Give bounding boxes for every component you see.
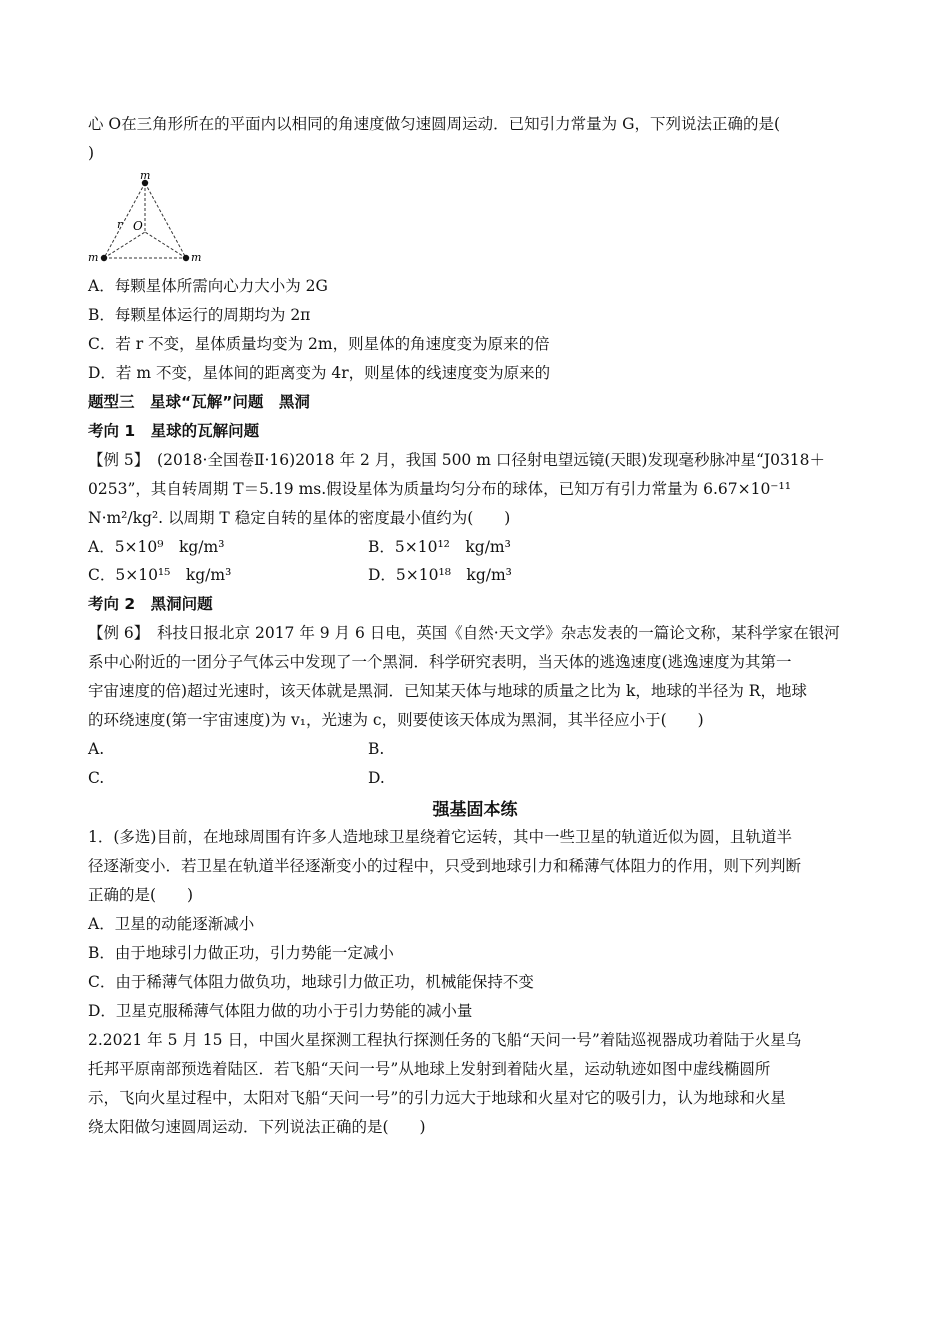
example6-line-4: 的环绕速度(第一宇宙速度)为 v₁，光速为 c，则要使该天体成为黑洞，其半径应小于( ) bbox=[88, 711, 704, 729]
question2-line-4: 绕太阳做匀速圆周运动．下列说法正确的是( ) bbox=[88, 1118, 426, 1136]
example6-line-3: 宇宙速度的倍)超过光速时，该天体就是黑洞．已知某天体与地球的质量之比为 k，地球的半径为 R，地球 bbox=[88, 682, 807, 700]
question2-line-2: 托邦平原南部预选着陆区．若飞船“天问一号”从地球上发射到着陆火星，运动轨迹如图中虚线椭圆所 bbox=[88, 1060, 771, 1078]
question1-option-c: C．由于稀薄气体阻力做负功，地球引力做正功，机械能保持不变 bbox=[88, 973, 534, 991]
triangle-edge-right bbox=[145, 183, 186, 258]
example6-line-2: 系中心附近的一团分子气体云中发现了一个黑洞．科学研究表明，当天体的逃逸速度(逃逸速度为其第一 bbox=[88, 653, 792, 671]
intro-line-1: 心 O在三角形所在的平面内以相同的角速度做匀速圆周运动．已知引力常量为 G，下列说法正确的是( bbox=[88, 115, 780, 133]
star-right bbox=[183, 255, 189, 261]
label-o: O bbox=[133, 219, 143, 233]
question1-option-d: D．卫星克服稀薄气体阻力做的功小于引力势能的减小量 bbox=[88, 1002, 473, 1020]
example5-option-a: A．5×10⁹ kg/m³ bbox=[88, 538, 225, 556]
label-left-m: m bbox=[88, 251, 99, 264]
q4-option-b: B．每颗星体运行的周期均为 2π bbox=[88, 306, 311, 324]
example5-line-2: 0253”，其自转周期 T＝5.19 ms.假设星体为质量均匀分布的球体，已知万有引力常量为 6.67×10⁻¹¹ bbox=[88, 480, 791, 498]
q4-option-d: D．若 m 不变，星体间的距离变为 4r，则星体的线速度变为原来的 bbox=[88, 364, 551, 382]
example5-option-b: B．5×10¹² kg/m³ bbox=[368, 538, 511, 556]
direction-1-title: 考向 1 星球的瓦解问题 bbox=[88, 422, 260, 440]
example6-line-1: 【例 6】 科技日报北京 2017 年 9 月 6 日电，英国《自然·天文学》杂志发表的一篇论文称，某科学家在银河 bbox=[88, 624, 840, 642]
question1-line-1: 1．(多选)目前，在地球周围有许多人造地球卫星绕着它运转，其中一些卫星的轨道近似为圆，且轨道半 bbox=[88, 828, 792, 846]
example5-line-3: N·m²/kg². 以周期 T 稳定自转的星体的密度最小值约为( ) bbox=[88, 509, 511, 527]
question1-option-a: A．卫星的动能逐渐减小 bbox=[88, 915, 255, 933]
section-title-3: 题型三 星球“瓦解”问题 黑洞 bbox=[88, 393, 310, 411]
label-top-m: m bbox=[140, 169, 151, 182]
direction-2-title: 考向 2 黑洞问题 bbox=[88, 595, 213, 613]
example5-option-c: C．5×10¹⁵ kg/m³ bbox=[88, 566, 232, 584]
question1-option-b: B．由于地球引力做正功，引力势能一定减小 bbox=[88, 944, 394, 962]
star-left bbox=[101, 255, 107, 261]
label-right-m: m bbox=[191, 251, 202, 264]
radius-line-left bbox=[104, 232, 145, 258]
practice-section-title: 强基固本练 bbox=[432, 800, 518, 820]
q4-option-a: A．每颗星体所需向心力大小为 2G bbox=[88, 277, 328, 295]
example5-line-1: 【例 5】 (2018·全国卷Ⅱ·16)2018 年 2 月，我国 500 m 口径射电望远镜(天眼)发现毫秒脉冲星“J0318＋ bbox=[88, 451, 826, 469]
example6-option-a: A. bbox=[88, 740, 105, 758]
label-r: r bbox=[117, 218, 123, 231]
example6-option-d: D. bbox=[368, 769, 385, 787]
example5-option-d: D．5×10¹⁸ kg/m³ bbox=[368, 566, 512, 584]
question2-line-1: 2.2021 年 5 月 15 日，中国火星探测工程执行探测任务的飞船“天问一号”着陆巡视器成功着陆于火星乌 bbox=[88, 1031, 802, 1049]
radius-line-right bbox=[145, 232, 186, 258]
example6-option-b: B. bbox=[368, 740, 385, 758]
example6-option-c: C. bbox=[88, 769, 105, 787]
three-star-triangle-figure bbox=[88, 168, 228, 272]
question1-line-3: 正确的是( ) bbox=[88, 886, 194, 904]
intro-line-2: ) bbox=[88, 144, 95, 162]
q4-option-c: C．若 r 不变，星体质量均变为 2m，则星体的角速度变为原来的倍 bbox=[88, 335, 550, 353]
question1-line-2: 径逐渐变小．若卫星在轨道半径逐渐变小的过程中，只受到地球引力和稀薄气体阻力的作用，则下列判断 bbox=[88, 857, 802, 875]
question2-line-3: 示，飞向火星过程中，太阳对飞船“天问一号”的引力远大于地球和火星对它的吸引力，认为地球和火星 bbox=[88, 1089, 786, 1107]
